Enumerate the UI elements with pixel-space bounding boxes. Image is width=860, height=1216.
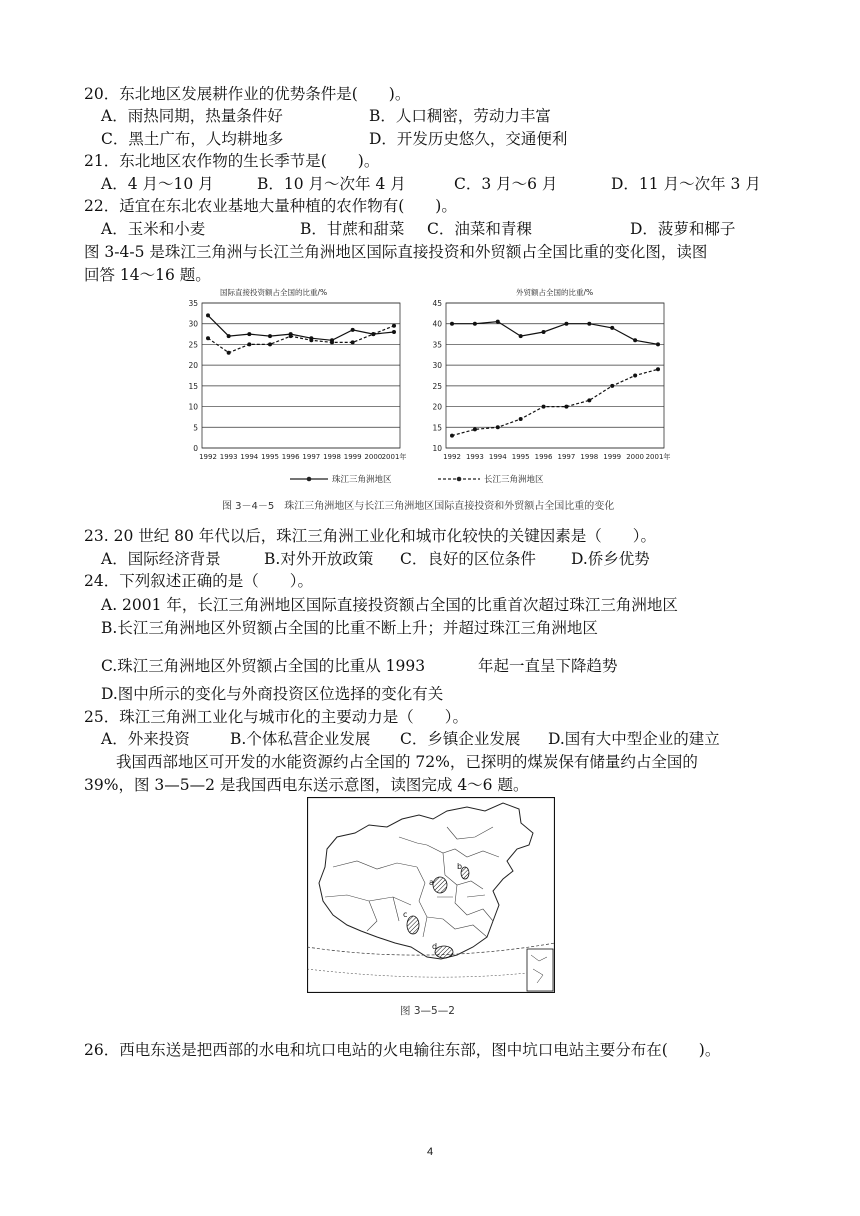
plot-frame	[446, 303, 664, 448]
chart-legend	[290, 474, 544, 485]
q25-option-c: C．乡镇企业发展	[400, 730, 521, 748]
data-point-yangtze-river	[268, 342, 272, 346]
data-point-yangtze-river	[289, 334, 293, 338]
x-tick-label: 1999	[343, 453, 362, 461]
figure-3-4-5	[180, 283, 680, 488]
y-tick-label: 15	[188, 381, 198, 391]
q20-option-a: A．雨热同期，热量条件好	[101, 107, 283, 125]
x-tick-label: 1995	[261, 453, 279, 461]
q25-stem: 25．珠江三角洲工业化与城市化的主要动力是（ ）。	[84, 708, 468, 726]
region-b	[461, 867, 469, 879]
y-tick-label: 35	[432, 340, 442, 350]
data-point-pearl-river	[392, 330, 396, 334]
data-point-yangtze-river	[309, 338, 313, 342]
y-tick-label: 25	[188, 340, 198, 350]
x-tick-label: 1997	[302, 453, 321, 461]
x-tick-label: 2000	[626, 453, 645, 461]
q24-option-d: D.图中所示的变化与外商投资区位选择的变化有关	[101, 685, 444, 703]
chart-title: 外贸额占全国的比重/%	[516, 288, 594, 297]
page-number: 4	[426, 1146, 434, 1158]
q23-option-c: C．良好的区位条件	[400, 550, 536, 568]
q21-option-d: D．11 月～次年 3 月	[611, 175, 761, 193]
data-point-pearl-river	[587, 322, 591, 326]
x-tick-label: 1998	[323, 453, 341, 461]
q22-option-a: A．玉米和小麦	[101, 220, 206, 238]
q21-option-a: A．4 月～10 月	[101, 175, 214, 193]
x-tick-label: 2001年	[645, 453, 671, 461]
data-point-yangtze-river	[587, 398, 591, 402]
q24-stem: 24．下列叙述正确的是（ ）。	[84, 572, 313, 590]
chart-investment-share	[188, 287, 406, 461]
q23-option-d: D.侨乡优势	[571, 550, 650, 568]
x-tick-label: 1995	[511, 453, 530, 461]
x-tick-label: 1994	[240, 453, 259, 461]
plot-frame	[202, 303, 400, 448]
region-a	[433, 877, 447, 893]
x-tick-label: 1992	[199, 453, 217, 461]
data-point-pearl-river	[473, 322, 477, 326]
x-tick-label: 2001年	[381, 453, 407, 461]
data-point-pearl-river	[450, 322, 454, 326]
y-tick-label: 15	[432, 423, 442, 433]
legend-label-yangtze-river: 长江三角洲地区	[484, 475, 544, 485]
q25-option-a: A．外来投资	[101, 730, 190, 748]
x-tick-label: 1999	[603, 453, 622, 461]
map-label-d: d	[432, 942, 438, 951]
data-point-yangtze-river	[392, 324, 396, 328]
q21-option-c: C．3 月～6 月	[454, 175, 558, 193]
data-point-pearl-river	[247, 332, 251, 336]
map-label-c: c	[403, 910, 408, 919]
map-label-a: a	[429, 878, 434, 887]
q23-option-b: B.对外开放政策	[264, 550, 374, 568]
data-point-yangtze-river	[496, 425, 500, 429]
chart-trade-share	[432, 287, 670, 461]
data-point-pearl-river	[496, 320, 500, 324]
y-tick-label: 45	[432, 299, 442, 308]
y-tick-label: 30	[432, 361, 442, 371]
intro-fig-352-line1: 我国西部地区可开发的水能资源约占全国的 72%，已探明的煤炭保有储量约占全国的	[116, 753, 698, 771]
data-point-pearl-river	[610, 326, 614, 330]
figure-3-5-2-map	[307, 797, 555, 993]
y-tick-label: 25	[432, 381, 442, 391]
x-tick-label: 1993	[465, 453, 484, 461]
y-tick-label: 40	[432, 319, 442, 329]
region-c	[407, 916, 419, 934]
chart-title: 国际直接投资额占全国的比重/%	[220, 288, 328, 297]
y-tick-label: 20	[432, 402, 442, 412]
intro-fig-352-line2: 39%，图 3—5—2 是我国西电东送示意图，读图完成 4～6 题。	[84, 776, 529, 794]
data-point-yangtze-river	[371, 332, 375, 336]
x-tick-label: 1997	[557, 453, 576, 461]
y-tick-label: 0	[193, 444, 198, 453]
intro-fig-345-line1: 图 3-4-5 是珠江三角洲与长江兰角洲地区国际直接投资和外贸额占全国比重的变化图，读图	[84, 243, 708, 261]
q20-option-d: D．开发历史悠久，交通便利	[369, 130, 568, 148]
data-point-yangtze-river	[206, 336, 210, 340]
q20-stem: 20．东北地区发展耕作业的优势条件是( )。	[84, 85, 411, 103]
q22-option-b: B．甘蔗和甜菜	[300, 220, 405, 238]
q20-option-c: C．黑土广布，人均耕地多	[101, 130, 284, 148]
south-china-sea-inset	[527, 949, 553, 991]
data-point-pearl-river	[227, 334, 231, 338]
q22-option-d: D．菠萝和椰子	[630, 220, 736, 238]
y-tick-label: 5	[193, 423, 198, 433]
data-point-pearl-river	[564, 322, 568, 326]
data-point-yangtze-river	[351, 340, 355, 344]
q20-option-b: B．人口稠密，劳动力丰富	[369, 107, 551, 125]
x-tick-label: 1996	[281, 453, 300, 461]
x-tick-label: 1993	[219, 453, 238, 461]
q24-option-b: B.长江三角洲地区外贸额占全国的比重不断上升；并超过珠江三角洲地区	[101, 619, 598, 637]
q23-stem: 23. 20 世纪 80 年代以后，珠江三角洲工业化和城市化较快的关键因素是（ ）。	[84, 527, 657, 545]
q22-option-c: C．油菜和青稞	[427, 220, 532, 238]
q24-option-a: A. 2001 年，长江三角洲地区国际直接投资额占全国的比重首次超过珠江三角洲地区	[101, 596, 678, 614]
data-point-yangtze-river	[633, 374, 637, 378]
figure-3-4-5-caption: 图 3－4－5 珠江三角洲地区与长江三角洲地区国际直接投资和外贸额占全国比重的变化	[222, 501, 615, 512]
series-line-pearl-river	[452, 322, 658, 345]
q24-option-c-part1: C.珠江三角洲地区外贸额占全国的比重从 1993	[101, 657, 426, 675]
series-line-yangtze-river	[208, 326, 394, 353]
q25-option-d: D.国有大中型企业的建立	[548, 730, 720, 748]
intro-fig-345-line2: 回答 14～16 题。	[84, 266, 211, 284]
data-point-pearl-river	[206, 313, 210, 317]
y-tick-label: 20	[188, 361, 198, 371]
y-tick-label: 30	[188, 319, 198, 329]
data-point-yangtze-river	[519, 417, 523, 421]
data-point-yangtze-river	[656, 367, 660, 371]
q21-stem: 21．东北地区农作物的生长季节是( )。	[84, 152, 380, 170]
y-tick-label: 10	[432, 444, 442, 453]
q24-option-c-part2: 年起一直呈下降趋势	[478, 657, 618, 675]
data-point-pearl-river	[268, 334, 272, 338]
q22-stem: 22．适宜在东北农业基地大量种植的农作物有( )。	[84, 197, 457, 215]
q21-option-b: B．10 月～次年 4 月	[257, 175, 406, 193]
data-point-yangtze-river	[227, 351, 231, 355]
region-d	[435, 946, 453, 958]
data-point-yangtze-river	[473, 427, 477, 431]
q23-option-a: A．国际经济背景	[101, 550, 221, 568]
data-point-pearl-river	[633, 338, 637, 342]
x-tick-label: 1992	[443, 453, 461, 461]
x-tick-label: 1998	[580, 453, 599, 461]
data-point-pearl-river	[351, 328, 355, 332]
legend-label-pearl-river: 珠江三角洲地区	[332, 475, 392, 485]
data-point-yangtze-river	[610, 384, 614, 388]
data-point-yangtze-river	[564, 405, 568, 409]
data-point-pearl-river	[519, 334, 523, 338]
data-point-yangtze-river	[450, 434, 454, 438]
y-tick-label: 10	[188, 402, 198, 412]
data-point-yangtze-river	[247, 342, 251, 346]
y-tick-label: 35	[188, 299, 198, 308]
series-line-yangtze-river	[452, 369, 658, 435]
q26-stem: 26．西电东送是把西部的水电和坑口电站的火电输往东部，图中坑口电站主要分布在( )。	[84, 1041, 721, 1059]
q25-option-b: B.个体私营企业发展	[230, 730, 371, 748]
data-point-pearl-river	[542, 330, 546, 334]
x-tick-label: 2000	[364, 453, 383, 461]
figure-3-5-2-caption: 图 3—5—2	[400, 1005, 455, 1017]
x-tick-label: 1996	[534, 453, 553, 461]
data-point-yangtze-river	[330, 340, 334, 344]
data-point-yangtze-river	[542, 405, 546, 409]
data-point-pearl-river	[656, 342, 660, 346]
x-tick-label: 1994	[488, 453, 507, 461]
map-label-b: b	[457, 862, 463, 871]
